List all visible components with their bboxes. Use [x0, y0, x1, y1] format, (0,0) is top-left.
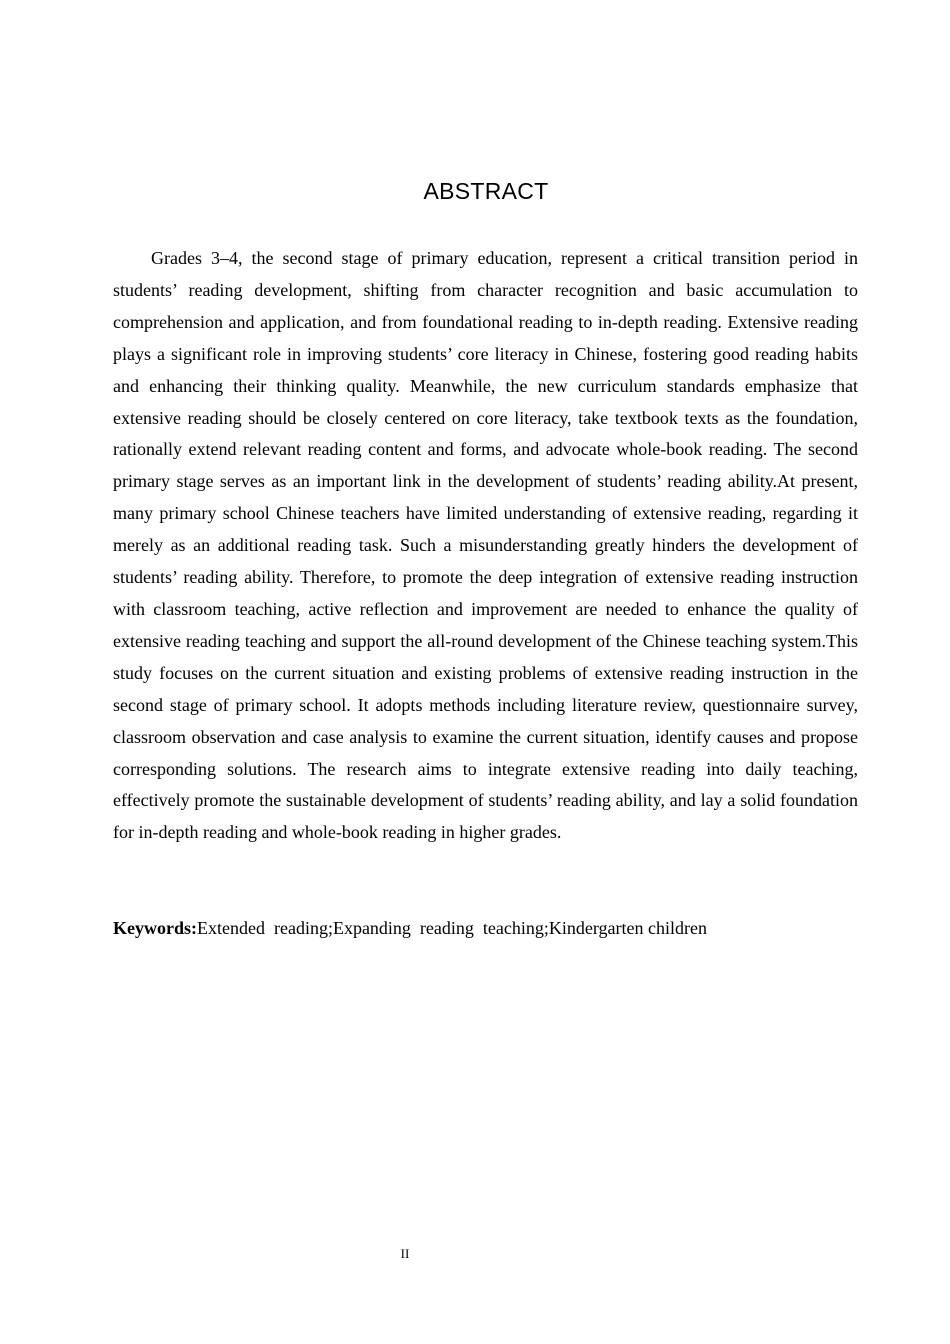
keywords-value: Extended reading;Expanding reading teaching;Kindergarten children: [197, 918, 707, 938]
abstract-paragraph: Grades 3–4, the second stage of primary education, represent a critical transition period in students’ reading development, shifting from character recognition and basic accumulation to comprehension and application, and from foundational reading to in-depth reading. Extensive reading plays a significant role in improving students’ core literacy in Chinese, fostering good reading habits and enhancing their thinking quality. Meanwhile, the new curriculum standards emphasize that extensive reading should be closely centered on core literacy, take textbook texts as the foundation, rationally extend relevant reading content and forms, and advocate whole-book reading. The second primary stage serves as an important link in the development of students’ reading ability.At present, many primary school Chinese teachers have limited understanding of extensive reading, regarding it merely as an additional reading task. Such a misunderstanding greatly hinders the development of students’ reading ability. Therefore, to promote the deep integration of extensive reading instruction with classroom teaching, active reflection and improvement are needed to enhance the quality of extensive reading teaching and support the all-round development of the Chinese teaching system.This study focuses on the current situation and existing problems of extensive reading instruction in the second stage of primary school. It adopts methods including literature review, questionnaire survey, classroom observation and case analysis to examine the current situation, identify causes and propose corresponding solutions. The research aims to integrate extensive reading into daily teaching, effectively promote the sustainable development of students’ reading ability, and lay a solid foundation for in-depth reading and whole-book reading in higher grades.: [113, 248, 858, 843]
keywords-label: Keywords:: [113, 918, 197, 938]
keywords-line: [113, 913, 858, 944]
page-number: II: [400, 1246, 410, 1261]
abstract-title: ABSTRACT: [423, 178, 549, 204]
